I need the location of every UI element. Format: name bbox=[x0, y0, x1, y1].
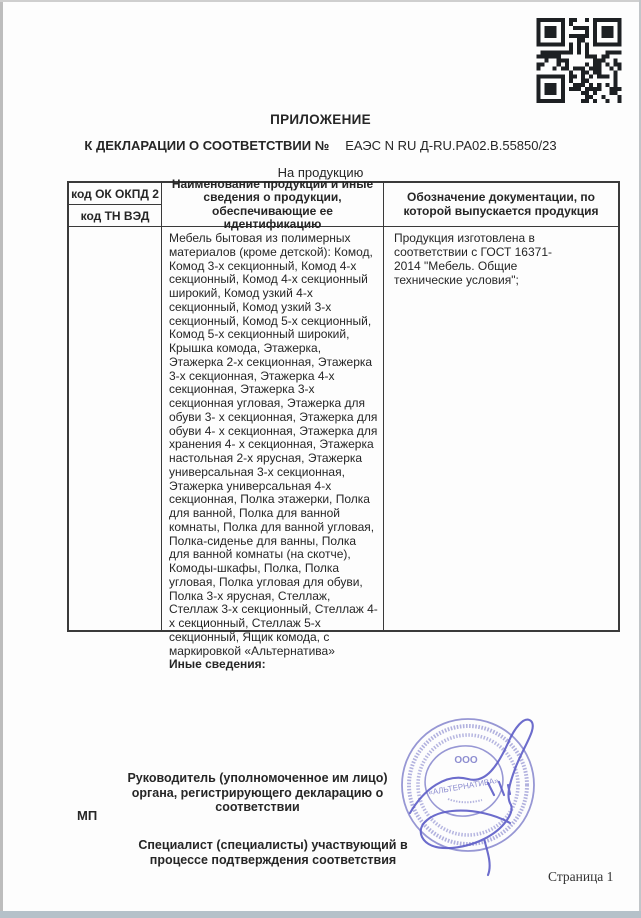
table-header-row bbox=[69, 176, 618, 231]
scan-edge-bottom bbox=[0, 911, 641, 918]
scan-edge-left bbox=[0, 0, 3, 918]
company-stamp bbox=[392, 693, 588, 893]
page-title: ПРИЛОЖЕНИЕ bbox=[270, 112, 371, 127]
stamp-company-name: «АЛЬТЕРНАТИВА» bbox=[427, 775, 500, 798]
header-product-name: Наименование продукции и иные сведения о продукции, обеспечивающие ее идентификацию bbox=[162, 183, 384, 226]
page-number: Страница 1 bbox=[548, 869, 614, 884]
qr-code bbox=[535, 18, 623, 103]
cell-product-list bbox=[162, 227, 384, 672]
declaration-line bbox=[0, 138, 641, 153]
table-header-codes bbox=[69, 183, 162, 226]
head-signature-caption: Руководитель (уполномоченное им лицо) органа, регистрирующего декларацию о соответствии bbox=[127, 771, 388, 814]
other-info-label: Иные сведения: bbox=[169, 657, 266, 672]
declaration-number: ЕАЭС N RU Д-RU.РА02.В.55850/23 bbox=[345, 138, 557, 153]
specialist-signature-caption: Специалист (специалисты) участвующий в процессе подтверждения соответствия bbox=[138, 838, 408, 867]
header-documentation: Обозначение документации, по которой выпускается продукция bbox=[403, 190, 599, 218]
table-body-row bbox=[69, 227, 618, 672]
scan-edge-top bbox=[0, 0, 641, 2]
declaration-label: К ДЕКЛАРАЦИИ О СООТВЕТСТВИИ № bbox=[84, 138, 330, 153]
cell-codes-empty bbox=[69, 227, 162, 630]
header-tnved: код ТН ВЭД bbox=[80, 208, 150, 223]
product-table bbox=[67, 176, 620, 672]
subtitle-na-produkciyu: На продукцию bbox=[277, 165, 364, 180]
product-list-text: Мебель бытовая из полимерных материалов (кроме детской): Комод, Комод 3-х секционный, Комод 4-х секционный, Комод 4-х секционный широкий, Комод узкий 4-х секционный, Комод узкий 3-х секционный, Комод 5-х секционный, Комод 5-х секционный широкий, Крышка комода, Этажерка, Этажерка 2-х секционная, Этажерка 3-х секционная, Этажерка 4-х секционная, Этажерка 3-х секционная угловая, Этажерка для обуви 3- х секционная, Этажерка для обуви 4- х секционная, Этажерка для хранения 4- х секционная, Этажерка настольная 2-х ярусная, Этажерка универсальная 3-х секционная, Этажерка универсальная 4-х секционная, Полка этажерки, Полка для ванной, Полка для ванной комнаты, Полка для ванной угловая, Полка-сиденье для ванны, Полка для ванной комнаты (на скотче), Комоды-шкафы, Полка, Полка угловая, Полка угловая для обуви, Полка 3-х ярусная, Стеллаж, Стеллаж 3-х секционный, Стеллаж 4-х секционный, Стеллаж 5-х секционный, Ящик комода, с маркировкой «Альтернатива» bbox=[169, 231, 378, 658]
stamp-ooo-text: ООО bbox=[454, 755, 478, 766]
stamp-small-text-line bbox=[448, 799, 482, 802]
header-okpd2: код ОК ОКПД 2 bbox=[69, 183, 161, 205]
cell-documentation: Продукция изготовлена в соответствии с ГОСТ 16371-2014 "Мебель. Общие технические условия"; bbox=[394, 231, 552, 287]
mp-seal-label: МП bbox=[77, 808, 98, 823]
